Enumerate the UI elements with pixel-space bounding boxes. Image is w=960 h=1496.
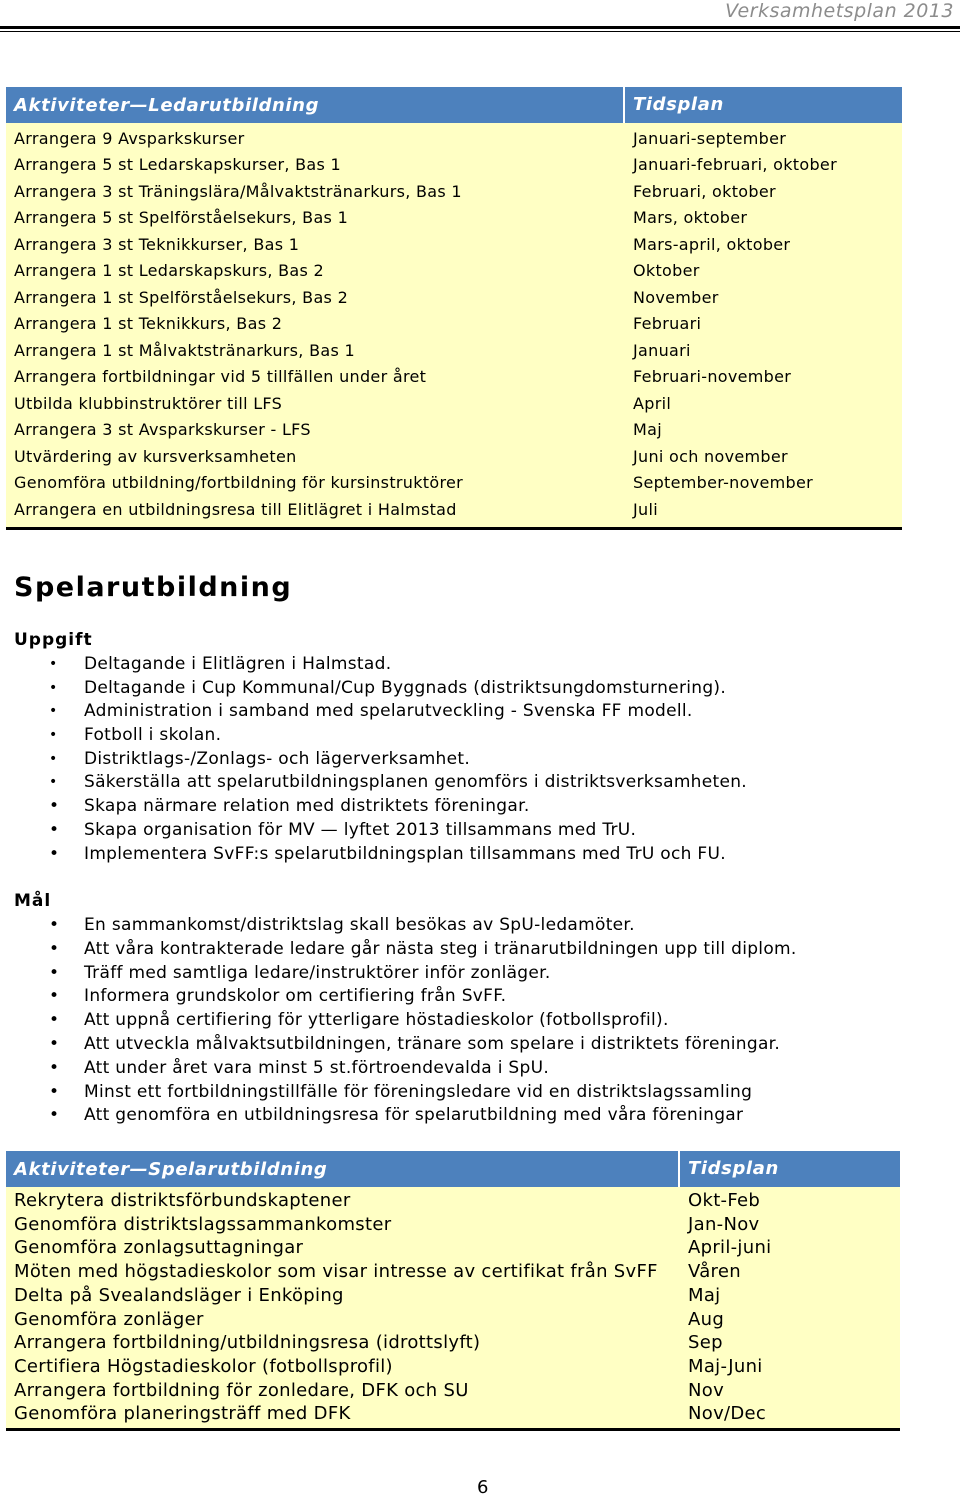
table-body <box>6 123 902 530</box>
list-item <box>0 771 940 795</box>
activity-cell: Genomföra zonlagsuttagningar <box>14 1237 304 1259</box>
bullet-icon: • <box>49 1010 60 1031</box>
schedule-cell: Mars, oktober <box>633 208 748 228</box>
table-row <box>6 1236 900 1260</box>
activity-cell: Genomföra distriktslagssammankomster <box>14 1213 392 1235</box>
schedule-cell: Jan-Nov <box>688 1213 760 1235</box>
list-item <box>0 748 940 772</box>
section-title: Spelarutbildning <box>14 572 293 603</box>
bullet-icon: • <box>49 796 60 817</box>
bullet-icon: • <box>49 727 58 744</box>
list-item <box>0 1009 940 1033</box>
list-item <box>0 914 940 938</box>
bullet-icon: • <box>49 1033 60 1054</box>
table-row <box>6 1260 900 1284</box>
list-item-text: Distriktlags-/Zonlags- och lägerverksamhet. <box>84 748 471 769</box>
list-item <box>0 819 940 843</box>
ledarutbildning-table <box>6 87 902 530</box>
bullet-icon: • <box>49 656 58 672</box>
bullet-icon: • <box>49 915 60 935</box>
uppgift-label: Uppgift <box>14 630 93 650</box>
schedule-cell: Maj-Juni <box>688 1355 763 1377</box>
bullet-icon: • <box>49 703 58 720</box>
table-row <box>6 1355 900 1379</box>
activity-cell: Genomföra planeringsträff med DFK <box>14 1403 351 1425</box>
table-row <box>6 205 902 232</box>
activity-cell: Utvärdering av kursverksamheten <box>14 446 297 466</box>
schedule-cell: Januari-februari, oktober <box>633 155 837 175</box>
schedule-cell: Oktober <box>633 261 700 281</box>
schedule-cell: September-november <box>633 473 813 493</box>
schedule-cell: April <box>633 393 672 413</box>
list-item-text: Skapa organisation för MV — lyftet 2013 tillsammans med TrU. <box>84 819 637 840</box>
schedule-cell: Maj <box>688 1284 721 1306</box>
bullet-icon: • <box>49 938 60 959</box>
activity-cell: Arrangera 1 st Ledarskapskurs, Bas 2 <box>14 261 325 281</box>
bullet-icon: • <box>49 962 60 983</box>
schedule-cell: Sep <box>688 1332 723 1354</box>
activity-cell: Rekrytera distriktsförbundskaptener <box>14 1190 351 1211</box>
schedule-cell: Januari <box>633 340 691 360</box>
schedule-cell: Februari <box>633 314 702 334</box>
table-row <box>6 1402 900 1426</box>
table-row <box>6 443 902 470</box>
list-item-text: Att utveckla målvaktsutbildningen, tränare som spelare i distriktets föreningar. <box>84 1033 781 1054</box>
schedule-cell: April-juni <box>688 1237 772 1259</box>
list-item <box>0 938 940 962</box>
list-item <box>0 1057 940 1081</box>
header-rule-thick <box>0 26 960 29</box>
list-item <box>0 677 940 701</box>
activity-cell: Arrangera 3 st Avsparkskurser - LFS <box>14 420 311 440</box>
bullet-icon: • <box>49 843 60 864</box>
schedule-cell: Mars-april, oktober <box>633 234 791 254</box>
table-row <box>6 496 902 523</box>
activity-cell: Arrangera 9 Avsparkskurser <box>14 128 245 148</box>
table-row <box>6 364 902 391</box>
list-item <box>0 1081 940 1105</box>
table-header <box>6 87 902 123</box>
activity-cell: Arrangera 1 st Teknikkurs, Bas 2 <box>14 314 283 334</box>
list-item-text: Minst ett fortbildningstillfälle för föreningsledare vid en distriktslagssamling <box>84 1081 753 1102</box>
list-item <box>0 1033 940 1057</box>
activity-cell: Arrangera fortbildning/utbildningsresa (idrottslyft) <box>14 1332 481 1354</box>
table-row <box>6 1189 900 1213</box>
list-item <box>0 962 940 986</box>
table-row <box>6 1284 900 1308</box>
schedule-cell: Våren <box>688 1261 741 1283</box>
schedule-cell: Maj <box>633 420 662 440</box>
activity-cell: Delta på Svealandsläger i Enköping <box>14 1284 344 1306</box>
bullet-icon: • <box>49 1081 60 1102</box>
schedule-cell: Okt-Feb <box>688 1190 761 1211</box>
activity-cell: Arrangera 3 st Teknikkurser, Bas 1 <box>14 234 300 254</box>
list-item <box>0 985 940 1009</box>
column-header-activity: Aktiviteter—Ledarutbildning <box>14 94 320 116</box>
bullet-icon: • <box>49 774 58 791</box>
table-row <box>6 390 902 417</box>
mal-list <box>0 914 940 1128</box>
activity-cell: Arrangera fortbildning för zonledare, DFK och SU <box>14 1379 469 1401</box>
table-header <box>6 1151 900 1187</box>
activity-cell: Arrangera 1 st Målvaktstränarkurs, Bas 1 <box>14 340 355 360</box>
schedule-cell: Aug <box>688 1308 725 1330</box>
table-row <box>6 125 902 152</box>
list-item-text: En sammankomst/distriktslag skall besökas av SpU-ledamöter. <box>84 915 635 935</box>
table-row <box>6 152 902 179</box>
bullet-icon: • <box>49 750 58 767</box>
list-item-text: Träff med samtliga ledare/instruktörer inför zonläger. <box>84 962 551 983</box>
table-row <box>6 178 902 205</box>
bullet-icon: • <box>49 986 60 1007</box>
bullet-icon: • <box>49 1105 60 1126</box>
bullet-icon: • <box>49 1057 60 1078</box>
table-row <box>6 1213 900 1237</box>
column-header-activity: Aktiviteter—Spelarutbildning <box>14 1158 328 1180</box>
activity-cell: Genomföra utbildning/fortbildning för kursinstruktörer <box>14 473 463 493</box>
schedule-cell: Januari-september <box>633 128 787 148</box>
list-item-text: Att våra kontrakterade ledare går nästa steg i tränarutbildningen upp till diplom. <box>84 938 797 959</box>
list-item-text: Deltagande i Cup Kommunal/Cup Byggnads (distriktsungdomsturnering). <box>84 677 727 698</box>
schedule-cell: Februari-november <box>633 367 792 387</box>
activity-cell: Arrangera 3 st Träningslära/Målvaktstränarkurs, Bas 1 <box>14 181 462 201</box>
list-item-text: Implementera SvFF:s spelarutbildningsplan tillsammans med TrU och FU. <box>84 843 726 864</box>
schedule-cell: Februari, oktober <box>633 181 776 201</box>
activity-cell: Genomföra zonläger <box>14 1308 204 1330</box>
list-item-text: Säkerställa att spelarutbildningsplanen genomförs i distriktsverksamheten. <box>84 772 748 793</box>
activity-cell: Arrangera 1 st Spelförståelsekurs, Bas 2 <box>14 287 349 307</box>
list-item <box>0 724 940 748</box>
table-row <box>6 258 902 285</box>
schedule-cell: November <box>633 287 719 307</box>
table-row <box>6 1331 900 1355</box>
list-item-text: Att uppnå certifiering för ytterligare höstadieskolor (fotbollsprofil). <box>84 1010 669 1031</box>
table-row <box>6 231 902 258</box>
list-item-text: Att genomföra en utbildningsresa för spelarutbildning med våra föreningar <box>84 1105 744 1126</box>
page-number: 6 <box>477 1477 489 1496</box>
table-row <box>6 470 902 497</box>
list-item <box>0 795 940 819</box>
table-row <box>6 337 902 364</box>
schedule-cell: Nov <box>688 1379 725 1401</box>
schedule-cell: Nov/Dec <box>688 1403 767 1425</box>
table-row <box>6 284 902 311</box>
schedule-cell: Juni och november <box>633 446 788 466</box>
list-item <box>0 843 940 867</box>
mal-label: Mål <box>14 891 52 911</box>
spelarutbildning-table <box>6 1151 900 1431</box>
table-body <box>6 1187 900 1431</box>
activity-cell: Arrangera 5 st Spelförståelsekurs, Bas 1 <box>14 208 349 228</box>
uppgift-list <box>0 653 940 866</box>
list-item-text: Administration i samband med spelarutveckling - Svenska FF modell. <box>84 701 693 722</box>
activity-cell: Utbilda klubbinstruktörer till LFS <box>14 393 283 413</box>
list-item-text: Fotboll i skolan. <box>84 725 222 746</box>
column-header-schedule: Tidsplan <box>678 1151 900 1187</box>
header-rule-thin <box>0 31 960 32</box>
list-item <box>0 653 940 677</box>
table-row <box>6 1379 900 1403</box>
bullet-icon: • <box>49 679 58 696</box>
list-item <box>0 1104 940 1128</box>
activity-cell: Arrangera fortbildningar vid 5 tillfällen under året <box>14 367 427 387</box>
activity-cell: Arrangera en utbildningsresa till Elitlägret i Halmstad <box>14 499 457 519</box>
list-item-text: Deltagande i Elitlägren i Halmstad. <box>84 654 392 674</box>
list-item-text: Informera grundskolor om certifiering från SvFF. <box>84 986 507 1007</box>
activity-cell: Certifiera Högstadieskolor (fotbollsprofil) <box>14 1355 393 1377</box>
list-item-text: Skapa närmare relation med distriktets föreningar. <box>84 796 530 817</box>
list-item <box>0 700 940 724</box>
activity-cell: Arrangera 5 st Ledarskapskurser, Bas 1 <box>14 155 342 175</box>
schedule-cell: Juli <box>633 499 658 519</box>
document-title: Verksamhetsplan 2013 <box>725 0 954 22</box>
activity-cell: Möten med högstadieskolor som visar intresse av certifikat från SvFF <box>14 1261 658 1283</box>
table-row <box>6 1308 900 1332</box>
list-item-text: Att under året vara minst 5 st.förtroendevalda i SpU. <box>84 1057 550 1078</box>
bullet-icon: • <box>49 819 60 840</box>
table-row <box>6 311 902 338</box>
column-header-schedule: Tidsplan <box>623 87 902 123</box>
table-row <box>6 417 902 444</box>
